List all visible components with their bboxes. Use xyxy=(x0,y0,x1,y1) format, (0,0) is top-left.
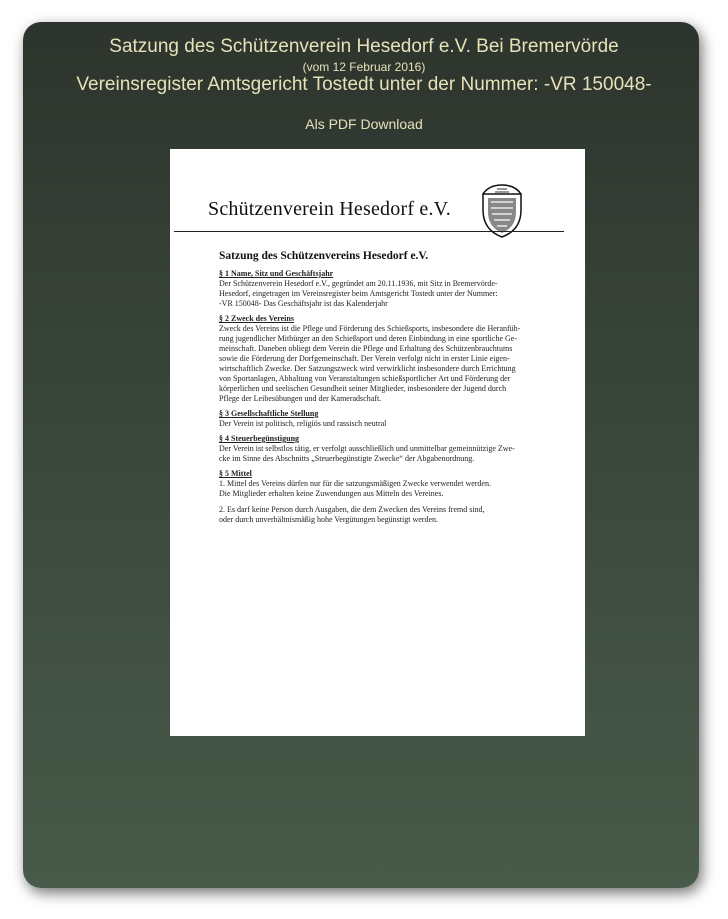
section-line: Der Schützenverein Hesedorf e.V., gegründet am 20.11.1936, mit Sitz in Bremervörde- xyxy=(219,279,498,288)
letterhead-rule xyxy=(174,231,564,232)
section-line: Zweck des Vereins ist die Pflege und Förderung des Schießsports, insbesondere die Heranfüh- xyxy=(219,324,521,333)
section-line: -VR 150048- Das Geschäftsjahr ist das Kalenderjahr xyxy=(219,299,388,308)
section-line: sowie die Förderung der Dorfgemeinschaft. Der Verein verfolgt nicht in erster Linie eigen- xyxy=(219,354,510,363)
section-line: Pflege der Leibesübungen und der Kameradschaft. xyxy=(219,394,382,403)
section-line: cke im Sinne des Abschnitts „Steuerbegünstigte Zwecke“ der Abgabenordnung. xyxy=(219,454,475,463)
section-line: Der Verein ist politisch, religiös und rassisch neutral xyxy=(219,419,387,428)
section-heading: § 2 Zweck des Vereins xyxy=(219,314,294,323)
section-heading: § 5 Mittel xyxy=(219,469,252,478)
pdf-download-link[interactable]: Als PDF Download xyxy=(305,116,423,132)
letterhead: Schützenverein Hesedorf e.V. xyxy=(208,198,451,220)
section-line: meinschaft. Daneben obliegt dem Verein die Pflege und Erhaltung des Schützenbrauchtums xyxy=(219,344,513,353)
document-preview[interactable] xyxy=(170,149,585,736)
section-line: Der Verein ist selbstlos tätig, er verfolgt ausschließlich und unmittelbar gemeinnützige Zwe- xyxy=(219,444,515,453)
section-line: von Sportanlagen, Abhaltung von Veranstaltungen schießsportlicher Art und Förderung der xyxy=(219,374,511,383)
section-line: 2. Es darf keine Person durch Ausgaben, die dem Zwecken des Vereins fremd sind, xyxy=(219,505,485,514)
section-line: Hesedorf, eingetragen im Vereinsregister beim Amtsgericht Tostedt unter der Nummer: xyxy=(219,289,498,298)
document-title: Satzung des Schützenvereins Hesedorf e.V. xyxy=(219,250,429,262)
register-info: Vereinsregister Amtsgericht Tostedt unter der Nummer: -VR 150048- xyxy=(76,74,652,95)
page-title: Satzung des Schützenverein Hesedorf e.V. Bei Bremervörde xyxy=(109,36,619,57)
section-line: oder durch unverhältnismäßig hohe Vergütungen begünstigt werden. xyxy=(219,515,438,524)
section-line: rung jugendlicher Mitbürger an den Schießsport und deren Einbindung in eine sportliche Ge- xyxy=(219,334,517,343)
section-heading: § 4 Steuerbegünstigung xyxy=(219,434,300,443)
section-heading: § 1 Name, Sitz und Geschäftsjahr xyxy=(219,269,334,278)
section-line: 1. Mittel des Vereins dürfen nur für die satzungsmäßigen Zwecke verwendet werden. xyxy=(219,479,491,488)
section-line: wirtschaftlich Zwecke. Der Satzungszweck wird verwirklicht insbesondere durch Errichtung xyxy=(219,364,516,373)
section-line: Die Mitglieder erhalten keine Zuwendungen aus Mitteln des Vereines. xyxy=(219,489,444,498)
section-line: körperlichen und seelischen Gesundheit seiner Mitglieder, insbesondere der Jugend durch xyxy=(219,384,507,393)
page-date: (vom 12 Februar 2016) xyxy=(302,60,426,74)
document-body xyxy=(219,269,549,530)
section-heading: § 3 Gesellschaftliche Stellung xyxy=(219,409,319,418)
